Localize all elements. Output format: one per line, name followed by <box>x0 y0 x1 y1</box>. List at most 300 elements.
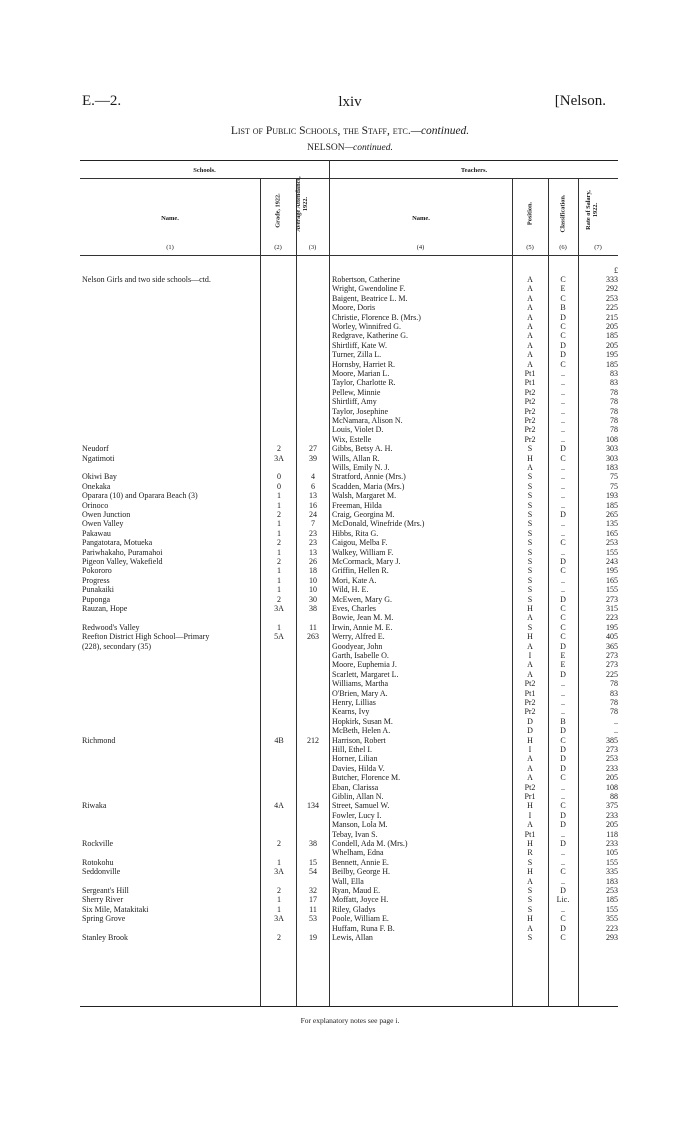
grade-cell: 1 <box>277 575 281 585</box>
attendance-cell: 17 <box>309 895 317 905</box>
table-row <box>0 501 700 510</box>
teacher-name-cell: Williams, Martha <box>332 679 389 689</box>
position-cell: H <box>527 632 533 642</box>
classification-cell: .. <box>561 848 565 858</box>
salary-cell: 205 <box>606 322 618 331</box>
colnum-7: (7) <box>594 244 602 251</box>
table-row <box>0 905 700 914</box>
school-name-cell: Oparara (10) and Oparara Beach (3) <box>82 491 198 501</box>
currency-symbol: £ <box>614 266 618 275</box>
salary-cell: 225 <box>606 669 618 679</box>
teacher-name-cell: Irwin, Annie M. E. <box>332 622 393 632</box>
position-cell: H <box>527 801 533 811</box>
salary-cell: 273 <box>606 745 618 754</box>
table-row <box>0 858 700 867</box>
salary-cell: 185 <box>606 895 618 905</box>
position-cell: H <box>527 604 533 613</box>
salary-header: Rate of Salary, 1922. <box>585 190 599 230</box>
district-continued: —continued. <box>344 143 393 153</box>
classification-cell: .. <box>561 876 565 886</box>
classification-cell: C <box>560 632 566 642</box>
position-cell: A <box>527 275 533 284</box>
grade-cell: 3A <box>274 604 284 613</box>
table-row <box>0 341 700 350</box>
classification-cell: D <box>560 839 566 848</box>
teacher-name-cell: Horner, Lilian <box>332 754 378 764</box>
table-row <box>0 745 700 754</box>
classification-cell: C <box>560 359 566 369</box>
classification-cell: C <box>560 293 566 303</box>
school-name-cell: Six Mile, Matakitaki <box>82 904 149 914</box>
attendance-cell: 15 <box>309 857 317 867</box>
classification-cell: C <box>560 735 566 745</box>
position-cell: S <box>527 933 533 942</box>
classification-cell: .. <box>561 463 565 472</box>
position-cell: Pt1 <box>524 688 536 698</box>
position-cell: S <box>527 547 533 557</box>
salary-cell: 183 <box>606 463 618 472</box>
position-cell: A <box>527 669 533 679</box>
classification-cell: D <box>560 350 566 360</box>
table-row <box>0 538 700 547</box>
table-row <box>0 397 700 406</box>
table-row <box>0 707 700 716</box>
position-cell: A <box>527 754 533 764</box>
grade-cell: 1 <box>277 528 281 538</box>
table-row <box>0 895 700 904</box>
classification-cell: D <box>560 763 566 773</box>
grade-cell: 1 <box>277 519 281 529</box>
position-cell: R <box>527 848 533 858</box>
school-name-header: Name. <box>161 215 179 222</box>
position-cell: A <box>527 763 533 773</box>
position-cell: H <box>527 914 533 924</box>
salary-cell: 185 <box>606 359 618 369</box>
school-name-cell: Rauzan, Hope <box>82 604 128 613</box>
classification-cell: .. <box>561 782 565 792</box>
table-row <box>0 482 700 491</box>
table-row <box>0 519 700 528</box>
position-cell: Pt2 <box>524 679 536 689</box>
grade-cell: 1 <box>277 895 281 905</box>
colnum-6: (6) <box>559 244 567 251</box>
teacher-name-cell: Walsh, Margaret M. <box>332 491 397 501</box>
position-cell: Pt1 <box>524 378 536 388</box>
school-name-cell: Richmond <box>82 735 116 745</box>
position-cell: A <box>527 820 533 830</box>
attendance-cell: 26 <box>309 557 317 566</box>
classification-cell: D <box>560 510 566 519</box>
table-row <box>0 548 700 557</box>
position-cell: S <box>527 528 533 538</box>
attendance-cell: 13 <box>309 547 317 557</box>
school-name-cell: Riwaka <box>82 801 107 811</box>
table-row <box>0 670 700 679</box>
grade-header: Grade, 1922. <box>274 193 282 228</box>
classification-cell: .. <box>561 792 565 801</box>
grade-cell: 4A <box>274 801 284 811</box>
attendance-cell: 38 <box>309 839 317 848</box>
salary-cell: 355 <box>606 914 618 924</box>
salary-cell: 253 <box>606 293 618 303</box>
table-row <box>0 284 700 293</box>
salary-cell: 185 <box>606 500 618 510</box>
classification-cell: .. <box>561 387 565 397</box>
school-name-cell: Pokororo <box>82 566 112 576</box>
table-row <box>0 388 700 397</box>
classification-cell: .. <box>561 406 565 416</box>
grade-cell: 3A <box>274 867 284 877</box>
table-row <box>0 660 700 669</box>
classification-cell: D <box>560 669 566 679</box>
table-row <box>0 848 700 857</box>
position-cell: S <box>527 575 533 585</box>
school-name-cell: Punakaiki <box>82 585 114 595</box>
salary-cell: 78 <box>610 397 618 407</box>
teacher-name-cell: Taylor, Charlotte R. <box>332 378 396 388</box>
salary-cell: 118 <box>606 829 618 839</box>
table-row <box>0 585 700 594</box>
classification-cell: D <box>560 923 566 933</box>
district-name: NELSON <box>307 143 345 153</box>
teacher-name-cell: Gibbs, Betsy A. H. <box>332 444 393 454</box>
classification-cell: D <box>560 726 566 736</box>
table-row <box>0 313 700 322</box>
grade-cell: 2 <box>277 538 281 548</box>
salary-cell: 205 <box>606 340 618 350</box>
colnum-1: (1) <box>166 244 174 251</box>
teacher-name-cell: O'Brien, Mary A. <box>332 688 388 698</box>
teacher-name-cell: Turner, Zilla L. <box>332 350 382 360</box>
attendance-cell: 7 <box>311 519 315 529</box>
salary-cell: 155 <box>606 547 618 557</box>
classification-cell: .. <box>561 857 565 867</box>
teacher-name-cell: Street, Samuel W. <box>332 801 390 811</box>
school-name-cell: Redwood's Valley <box>82 622 140 632</box>
attendance-cell: 39 <box>309 453 317 463</box>
teacher-name-cell: Pellew, Minnie <box>332 387 381 397</box>
teacher-name-cell: McCormack, Mary J. <box>332 557 401 566</box>
school-name-cell: Progress <box>82 575 110 585</box>
position-cell: S <box>527 895 533 905</box>
classification-cell: C <box>560 275 566 284</box>
table-row <box>0 801 700 810</box>
classification-cell: C <box>560 538 566 548</box>
table-row <box>0 595 700 604</box>
teacher-name-cell: Baigent, Beatrice L. M. <box>332 293 408 303</box>
salary-cell: 303 <box>606 453 618 463</box>
classification-cell: C <box>560 613 566 623</box>
grade-cell: 5A <box>274 632 284 642</box>
teacher-name-cell: Whelham, Edna <box>332 848 384 858</box>
grade-cell: 2 <box>277 886 281 895</box>
classification-cell: .. <box>561 698 565 707</box>
salary-cell: 83 <box>610 688 618 698</box>
attendance-cell: 18 <box>309 566 317 576</box>
attendance-cell: 6 <box>311 481 315 491</box>
teacher-name-cell: Moffatt, Joyce H. <box>332 895 389 905</box>
page-number: lxiv <box>338 94 362 110</box>
school-name-cell: Sherry River <box>82 895 124 905</box>
table-row <box>0 576 700 585</box>
position-cell: S <box>527 519 533 529</box>
teacher-name-cell: Worley, Winnifred G. <box>332 322 402 331</box>
salary-cell: 225 <box>606 303 618 313</box>
table-row <box>0 642 700 651</box>
table-row <box>0 416 700 425</box>
attendance-cell: 13 <box>309 491 317 501</box>
teacher-name-cell: Poole, William E. <box>332 914 389 924</box>
school-name-cell: Rockville <box>82 839 114 848</box>
position-cell: Pt2 <box>524 387 536 397</box>
salary-cell: 253 <box>606 754 618 764</box>
classification-cell: C <box>560 914 566 924</box>
classification-cell: C <box>560 453 566 463</box>
table-row <box>0 820 700 829</box>
salary-cell: 233 <box>606 839 618 848</box>
position-cell: Pr2 <box>524 434 536 444</box>
classification-cell: .. <box>561 547 565 557</box>
position-cell: A <box>527 641 533 651</box>
classification-cell: C <box>560 801 566 811</box>
position-cell: S <box>527 904 533 914</box>
teacher-name-cell: Stratford, Annie (Mrs.) <box>332 472 406 482</box>
teacher-name-cell: Louis, Violet D. <box>332 425 384 435</box>
position-cell: A <box>527 350 533 360</box>
table-row <box>0 623 700 632</box>
position-cell: S <box>527 566 533 576</box>
teacher-name-cell: Bennett, Annie E. <box>332 857 389 867</box>
school-name-cell: Okiwi Bay <box>82 472 117 482</box>
classification-cell: .. <box>561 491 565 501</box>
table-row <box>0 360 700 369</box>
attendance-cell: 27 <box>309 444 317 454</box>
table-row <box>0 886 700 895</box>
school-name-cell: Neudorf <box>82 444 109 454</box>
table-row <box>0 407 700 416</box>
salary-cell: 78 <box>610 387 618 397</box>
salary-cell: 253 <box>606 886 618 895</box>
teacher-name-cell: Christie, Florence B. (Mrs.) <box>332 312 421 322</box>
position-cell: S <box>527 481 533 491</box>
district-label: [Nelson. <box>554 93 606 109</box>
classification-cell: .. <box>561 519 565 529</box>
table-row <box>0 566 700 575</box>
salary-cell: 83 <box>610 378 618 388</box>
position-cell: D <box>527 716 533 726</box>
classification-cell: E <box>560 660 566 670</box>
position-cell: A <box>527 312 533 322</box>
table-row <box>0 717 700 726</box>
attendance-cell: 11 <box>309 622 317 632</box>
table-row <box>0 491 700 500</box>
teacher-name-cell: Wills, Emily N. J. <box>332 463 390 472</box>
grade-cell: 1 <box>277 547 281 557</box>
classification-cell: Lic. <box>556 895 570 905</box>
position-cell: H <box>527 839 533 848</box>
table-row <box>0 463 700 472</box>
salary-cell: 165 <box>606 528 618 538</box>
position-cell: S <box>527 594 533 604</box>
salary-cell: 183 <box>606 876 618 886</box>
position-cell: Pt1 <box>524 369 536 378</box>
position-cell: A <box>527 303 533 313</box>
position-cell: I <box>528 651 532 660</box>
teacher-name-cell: Hill, Ethel I. <box>332 745 372 754</box>
school-name-cell: Ngatimoti <box>82 453 115 463</box>
classification-cell: .. <box>561 472 565 482</box>
school-name-cell: Pangatotara, Motueka <box>82 538 153 548</box>
teacher-name-cell: Davies, Hilda V. <box>332 763 385 773</box>
teacher-name-cell: McDonald, Winefride (Mrs.) <box>332 519 425 529</box>
grade-cell: 2 <box>277 557 281 566</box>
salary-cell: 195 <box>606 350 618 360</box>
salary-cell: 108 <box>606 782 618 792</box>
salary-cell: 195 <box>606 622 618 632</box>
classification-cell: D <box>560 444 566 454</box>
salary-cell: 78 <box>610 707 618 717</box>
school-name-cell: Owen Valley <box>82 519 124 529</box>
salary-cell: .. <box>614 726 618 736</box>
classification-cell: C <box>560 604 566 613</box>
position-header: Position. <box>526 201 534 226</box>
teacher-name-cell: Garth, Isabelle O. <box>332 651 389 660</box>
position-cell: A <box>527 660 533 670</box>
salary-cell: 83 <box>610 369 618 378</box>
position-cell: S <box>527 491 533 501</box>
teacher-name-cell: Shirtliff, Amy <box>332 397 377 407</box>
salary-cell: 243 <box>606 557 618 566</box>
salary-cell: 75 <box>610 472 618 482</box>
teacher-name-cell: Moore, Doris <box>332 303 376 313</box>
grade-cell: 1 <box>277 500 281 510</box>
salary-cell: 315 <box>606 604 618 613</box>
salary-cell: 193 <box>606 491 618 501</box>
teacher-name-cell: Kearns, Ivy <box>332 707 370 717</box>
position-cell: Pt2 <box>524 397 536 407</box>
classification-cell: B <box>560 716 566 726</box>
classification-cell: .. <box>561 500 565 510</box>
teacher-name-cell: Eves, Charles <box>332 604 376 613</box>
position-cell: S <box>527 510 533 519</box>
table-row <box>0 604 700 613</box>
grade-cell: 2 <box>277 444 281 454</box>
salary-cell: 365 <box>606 641 618 651</box>
classification-cell: .. <box>561 679 565 689</box>
report-reference: E.—2. <box>82 93 122 109</box>
position-cell: I <box>528 810 532 820</box>
school-name-cell: Pakawau <box>82 528 111 538</box>
table-row <box>0 726 700 735</box>
table-row <box>0 369 700 378</box>
position-cell: Pt2 <box>524 782 536 792</box>
teacher-name-cell: McNamara, Alison N. <box>332 416 403 425</box>
teacher-name-cell: Moore, Euphemia J. <box>332 660 397 670</box>
classification-cell: E <box>560 284 566 294</box>
teacher-name-cell: Henry, Lillias <box>332 698 376 707</box>
teacher-name-cell: Wills, Allan R. <box>332 453 380 463</box>
salary-cell: 223 <box>606 613 618 623</box>
classification-cell: C <box>560 322 566 331</box>
table-row <box>0 322 700 331</box>
table-row <box>0 454 700 463</box>
teacher-name-header: Name. <box>412 215 430 222</box>
attendance-cell: 23 <box>309 528 317 538</box>
group-header-rule <box>80 178 618 179</box>
classification-cell: D <box>560 312 566 322</box>
teacher-name-cell: Griffin, Hellen R. <box>332 566 389 576</box>
position-cell: A <box>527 331 533 341</box>
teacher-name-cell: Scadden, Maria (Mrs.) <box>332 481 405 491</box>
salary-cell: 273 <box>606 660 618 670</box>
salary-cell: 333 <box>606 275 618 284</box>
table-row <box>0 331 700 340</box>
attendance-cell: 263 <box>307 632 319 642</box>
table-row <box>0 924 700 933</box>
teacher-name-cell: Hopkirk, Susan M. <box>332 716 393 726</box>
teacher-name-cell: Robertson, Catherine <box>332 275 400 284</box>
table-row <box>0 435 700 444</box>
teacher-name-cell: Giblin, Allan N. <box>332 792 384 801</box>
teacher-name-cell: Caigou, Melba F. <box>332 538 388 548</box>
position-cell: S <box>527 538 533 548</box>
grade-cell: 1 <box>277 904 281 914</box>
salary-cell: 233 <box>606 763 618 773</box>
table-title-main: List of Public Schools, the Staff, etc. <box>230 125 411 137</box>
table-row <box>0 651 700 660</box>
teacher-name-cell: Werry, Alfred E. <box>332 632 385 642</box>
teacher-name-cell: Freeman, Hilda <box>332 500 382 510</box>
classification-cell: D <box>560 886 566 895</box>
teacher-name-cell: Hornsby, Harriet R. <box>332 359 396 369</box>
salary-cell: 265 <box>606 510 618 519</box>
classification-cell: .. <box>561 425 565 435</box>
column-number-rule <box>80 255 618 256</box>
colnum-4: (4) <box>416 244 425 251</box>
attendance-cell: 53 <box>309 914 317 924</box>
table-row <box>0 529 700 538</box>
position-cell: A <box>527 773 533 783</box>
classification-cell: D <box>560 641 566 651</box>
classification-cell: .. <box>561 528 565 538</box>
table-row <box>0 839 700 848</box>
table-row <box>0 698 700 707</box>
school-name-cell: Onekaka <box>82 481 111 491</box>
salary-cell: 78 <box>610 679 618 689</box>
position-cell: Pr2 <box>524 416 536 425</box>
teacher-name-cell: Butcher, Florence M. <box>332 773 401 783</box>
table-row <box>0 754 700 763</box>
position-cell: A <box>527 322 533 331</box>
classification-header: Classification. <box>559 194 567 233</box>
classification-cell: .. <box>561 378 565 388</box>
schools-group-header: Schools. <box>193 167 216 174</box>
teacher-name-cell: Hibbs, Rita G. <box>332 528 379 538</box>
table-row <box>0 510 700 519</box>
salary-cell: 75 <box>610 481 618 491</box>
classification-cell: .. <box>561 904 565 914</box>
colnum-5: (5) <box>526 244 534 251</box>
classification-cell: D <box>560 754 566 764</box>
table-row <box>0 830 700 839</box>
grade-cell: 1 <box>277 566 281 576</box>
table-row <box>0 773 700 782</box>
attendance-cell: 134 <box>307 801 319 811</box>
teacher-name-cell: Wix, Estelle <box>332 434 372 444</box>
table-row <box>0 303 700 312</box>
salary-cell: 405 <box>606 632 618 642</box>
teacher-name-cell: Craig, Georgina M. <box>332 510 395 519</box>
